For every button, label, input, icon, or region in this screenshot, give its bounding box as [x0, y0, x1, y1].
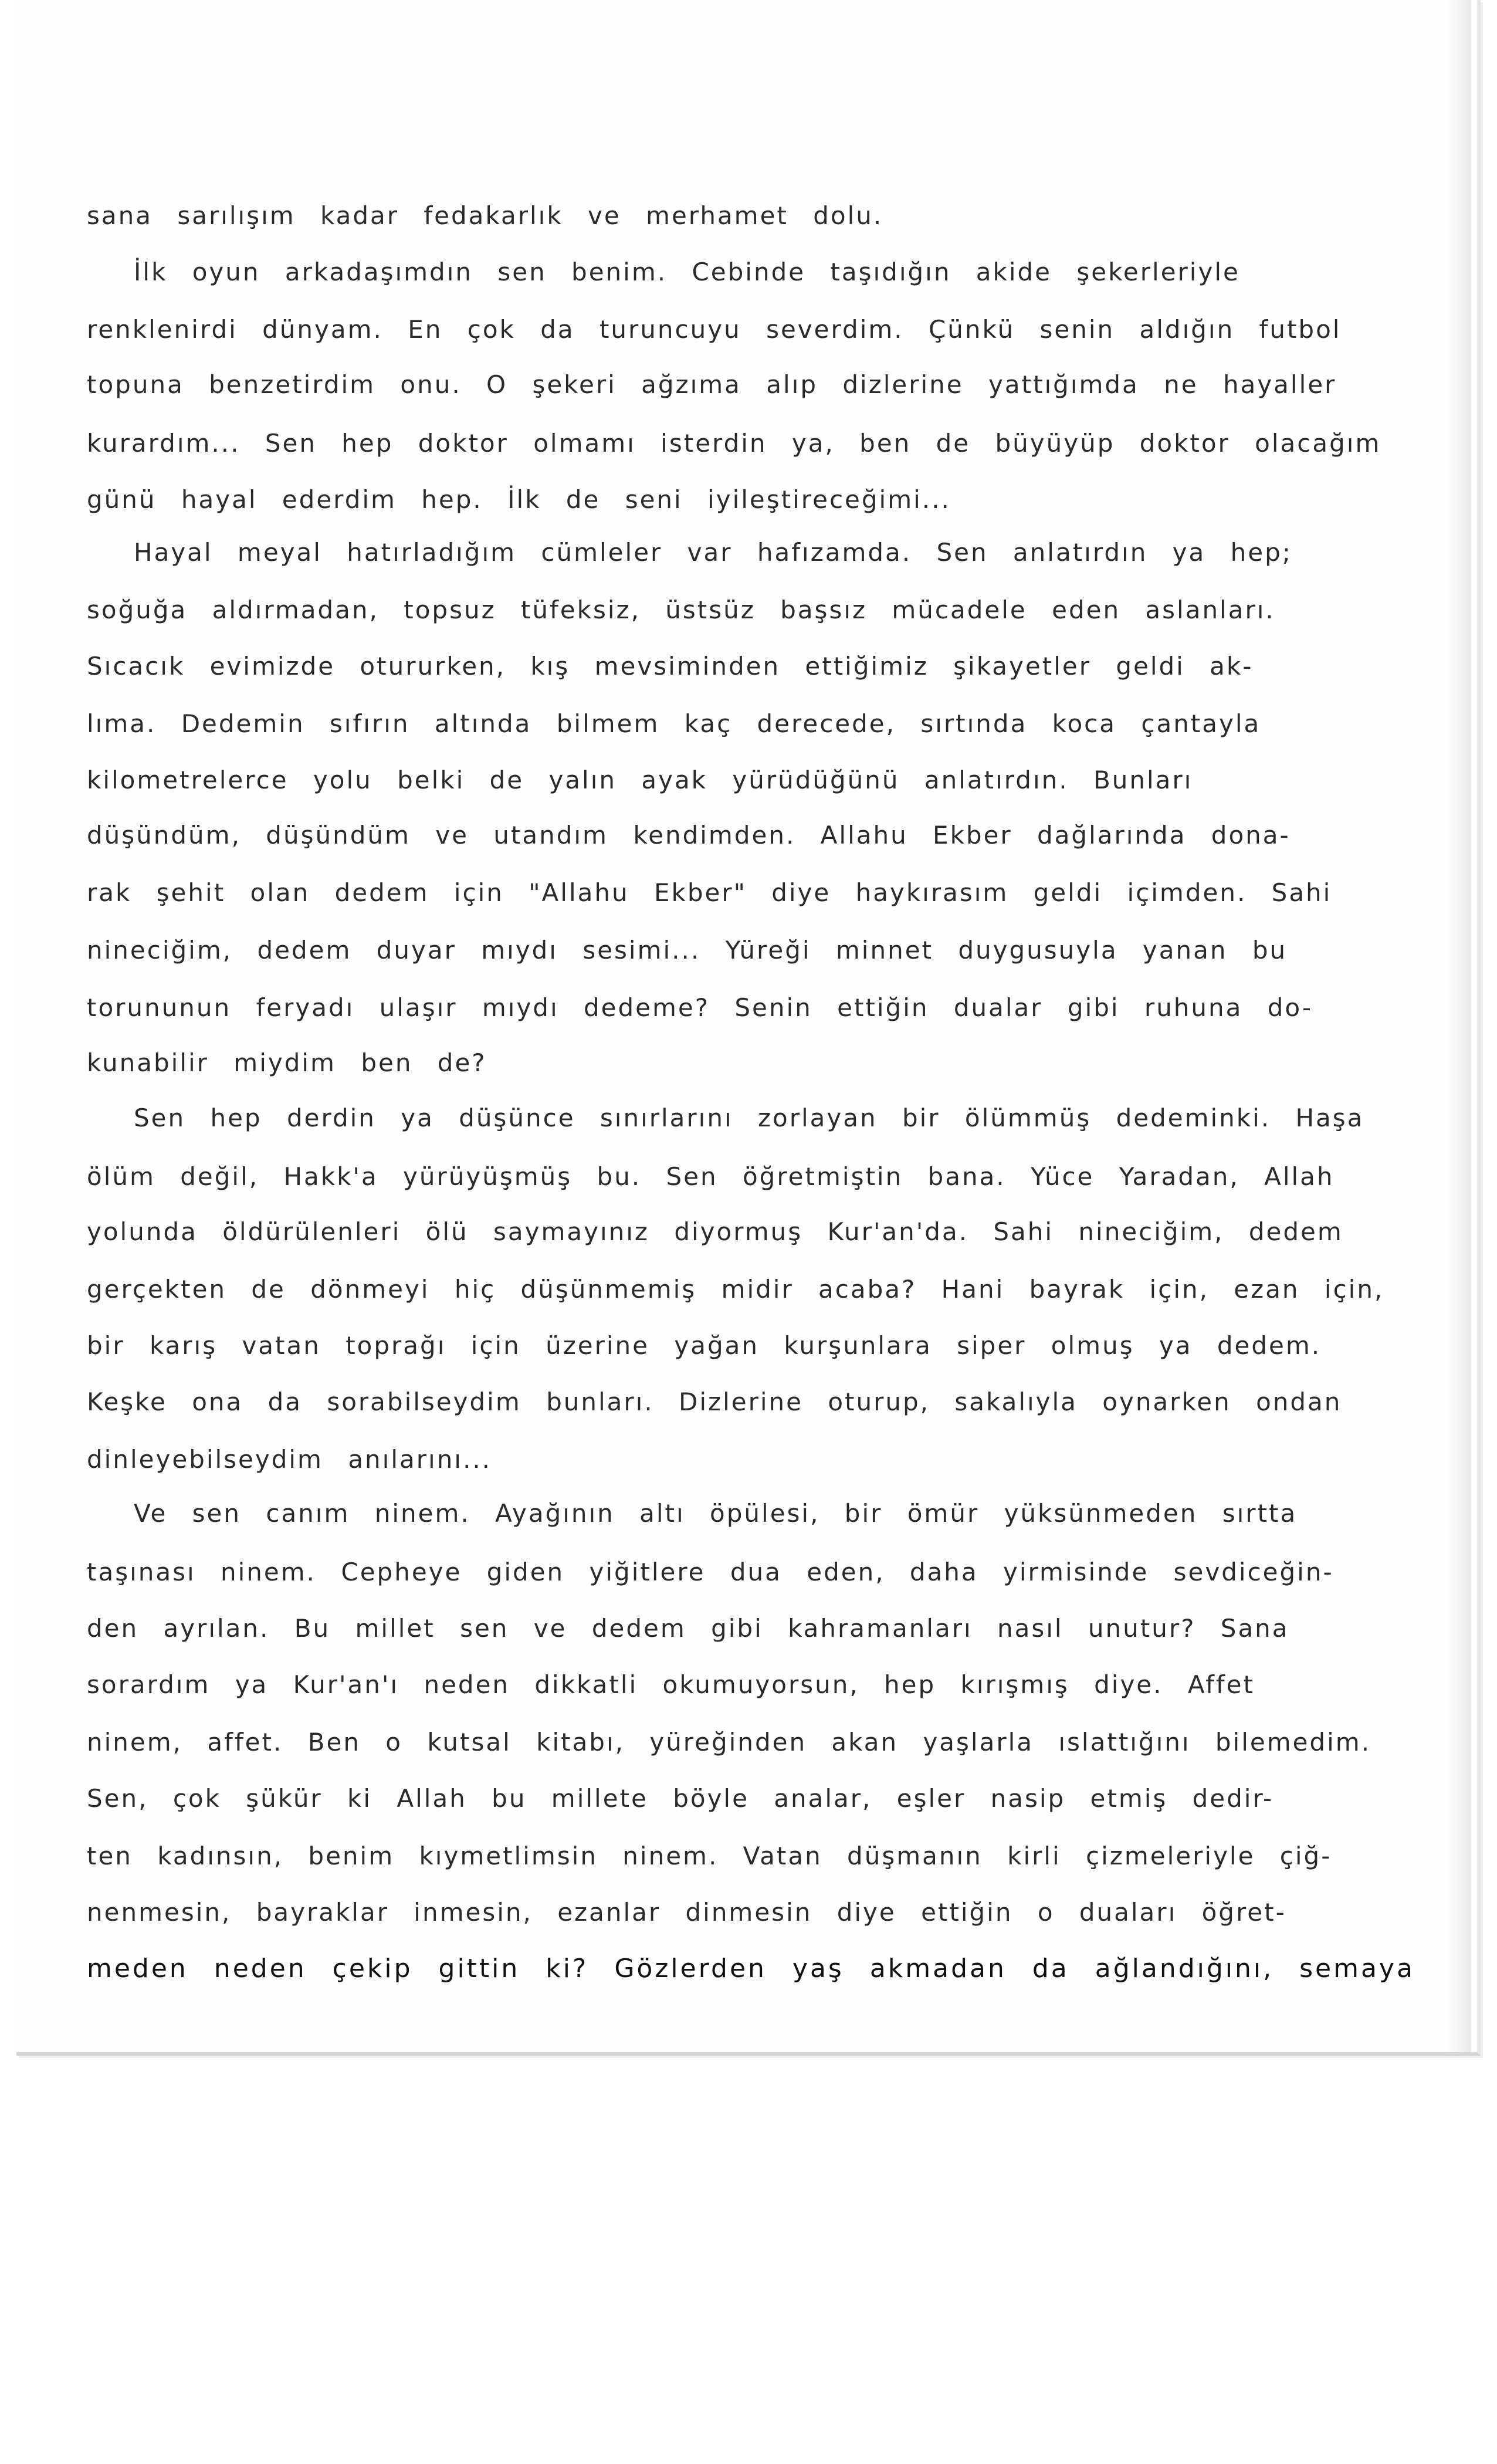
text-line-30: ten kadınsın, benim kıymetlimsin ninem. Vatan düşmanın kirli çizmeleriyle çiğ-: [87, 1842, 1332, 1870]
text-line-5: kurardım... Sen hep doktor olmamı isterdin ya, ben de büyüyüp doktor olacağım: [87, 429, 1381, 458]
text-line-19: yolunda öldürülenleri ölü saymayınız diyormuş Kur'an'da. Sahi nineciğim, dedem: [87, 1217, 1343, 1246]
text-line-25: taşınası ninem. Cepheye giden yiğitlere dua eden, daha yirmisinde sevdiceğin-: [87, 1558, 1334, 1586]
text-line-18: ölüm değil, Hakk'a yürüyüşmüş bu. Sen öğretmiştin bana. Yüce Yaradan, Allah: [87, 1162, 1335, 1191]
page-edge-shadow: [1448, 0, 1471, 2052]
text-line-13: rak şehit olan dedem için "Allahu Ekber" diye haykırasım geldi içimden. Sahi: [87, 878, 1332, 907]
text-line-22: Keşke ona da sorabilseydim bunları. Dizlerine oturup, sakalıyla oynarken ondan: [87, 1387, 1342, 1416]
text-line-2: İlk oyun arkadaşımdın sen benim. Cebinde taşıdığın akide şekerleriyle: [134, 258, 1240, 286]
text-line-21: bir karış vatan toprağı için üzerine yağan kurşunlara siper olmuş ya dedem.: [87, 1331, 1322, 1360]
text-line-11: kilometrelerce yolu belki de yalın ayak yürüdüğünü anlatırdın. Bunları: [87, 766, 1193, 794]
text-line-12: düşündüm, düşündüm ve utandım kendimden. Allahu Ekber dağlarında dona-: [87, 821, 1291, 849]
text-line-6: günü hayal ederdim hep. İlk de seni iyileştireceğimi...: [87, 485, 951, 514]
text-line-1: sana sarılışım kadar fedakarlık ve merhamet dolu.: [87, 201, 883, 230]
text-line-31: nenmesin, bayraklar inmesin, ezanlar dinmesin diye ettiğin o duaları öğret-: [87, 1898, 1286, 1927]
text-line-17: Sen hep derdin ya düşünce sınırlarını zorlayan bir ölümmüş dedeminki. Haşa: [134, 1104, 1364, 1132]
text-line-32: meden neden çekip gittin ki? Gözlerden yaş akmadan da ağlandığını, semaya: [87, 1954, 1415, 1984]
text-line-4: topuna benzetirdim onu. O şekeri ağzıma alıp dizlerine yattığımda ne hayaller: [87, 370, 1337, 399]
text-line-26: den ayrılan. Bu millet sen ve dedem gibi kahramanları nasıl unutur? Sana: [87, 1614, 1289, 1643]
text-line-16: kunabilir miydim ben de?: [87, 1048, 487, 1077]
text-line-7: Hayal meyal hatırladığım cümleler var hafızamda. Sen anlatırdın ya hep;: [134, 538, 1292, 567]
text-line-14: nineciğim, dedem duyar mıydı sesimi... Yüreği minnet duygusuyla yanan bu: [87, 936, 1288, 964]
text-line-15: torununun feryadı ulaşır mıydı dedeme? Senin ettiğin dualar gibi ruhuna do-: [87, 993, 1313, 1022]
text-line-10: lıma. Dedemin sıfırın altında bilmem kaç derecede, sırtında koca çantayla: [87, 709, 1261, 738]
text-line-29: Sen, çok şükür ki Allah bu millete böyle analar, eşler nasip etmiş dedir-: [87, 1784, 1274, 1813]
text-line-9: Sıcacık evimizde otururken, kış mevsiminden ettiğimiz şikayetler geldi ak-: [87, 652, 1254, 681]
text-line-20: gerçekten de dönmeyi hiç düşünmemiş midir acaba? Hani bayrak için, ezan için,: [87, 1275, 1384, 1304]
text-line-8: soğuğa aldırmadan, topsuz tüfeksiz, üstsüz başsız mücadele eden aslanları.: [87, 595, 1275, 624]
text-line-23: dinleyebilseydim anılarını...: [87, 1445, 492, 1474]
text-line-3: renklenirdi dünyam. En çok da turuncuyu severdim. Çünkü senin aldığın futbol: [87, 315, 1342, 344]
text-line-27: sorardım ya Kur'an'ı neden dikkatli okumuyorsun, hep kırışmış diye. Affet: [87, 1670, 1255, 1699]
text-line-28: ninem, affet. Ben o kutsal kitabı, yüreğinden akan yaşlarla ıslattığını bilemedim.: [87, 1728, 1371, 1756]
scanned-page: [16, 0, 1481, 2056]
text-line-24: Ve sen canım ninem. Ayağının altı öpülesi, bir ömür yüksünmeden sırtta: [134, 1499, 1298, 1528]
